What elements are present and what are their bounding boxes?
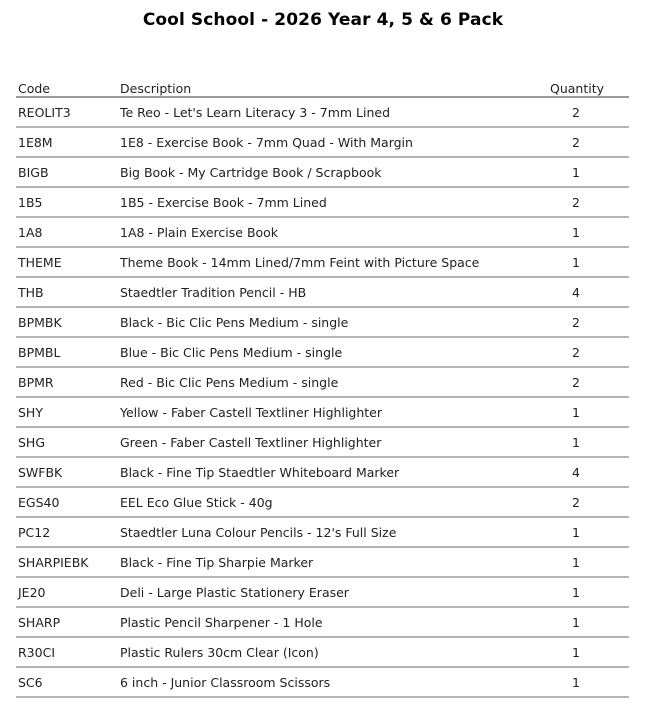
- item-quantity: 2: [523, 337, 629, 367]
- item-description: Staedtler Luna Colour Pencils - 12's Full Size: [118, 517, 523, 547]
- table-row: [16, 487, 629, 517]
- table-row: [16, 547, 629, 577]
- item-quantity: 1: [523, 157, 629, 187]
- item-description: Deli - Large Plastic Stationery Eraser: [118, 577, 523, 607]
- item-quantity: 1: [523, 427, 629, 457]
- item-code: REOLIT3: [16, 97, 118, 127]
- item-description: Black - Fine Tip Sharpie Marker: [118, 547, 523, 577]
- item-code: JE20: [16, 577, 118, 607]
- item-description: EEL Eco Glue Stick - 40g: [118, 487, 523, 517]
- item-description: Red - Bic Clic Pens Medium - single: [118, 367, 523, 397]
- table-row: [16, 457, 629, 487]
- item-quantity: 2: [523, 307, 629, 337]
- item-description: 1A8 - Plain Exercise Book: [118, 217, 523, 247]
- item-description: 1E8 - Exercise Book - 7mm Quad - With Margin: [118, 127, 523, 157]
- table-row: [16, 307, 629, 337]
- item-quantity: 2: [523, 187, 629, 217]
- item-quantity: 2: [523, 367, 629, 397]
- item-quantity: 1: [523, 547, 629, 577]
- item-code: PC12: [16, 517, 118, 547]
- item-quantity: 4: [523, 457, 629, 487]
- item-code: SHARPIEBK: [16, 547, 118, 577]
- item-quantity: 4: [523, 277, 629, 307]
- item-description: Plastic Pencil Sharpener - 1 Hole: [118, 607, 523, 637]
- item-code: 1A8: [16, 217, 118, 247]
- item-description: Staedtler Tradition Pencil - HB: [118, 277, 523, 307]
- item-code: SWFBK: [16, 457, 118, 487]
- item-quantity: 1: [523, 637, 629, 667]
- column-header-code: Code: [16, 77, 118, 97]
- pack-items-table: [16, 77, 629, 698]
- item-quantity: 1: [523, 217, 629, 247]
- item-code: SHY: [16, 397, 118, 427]
- item-quantity: 1: [523, 517, 629, 547]
- table-row: [16, 157, 629, 187]
- item-code: 1E8M: [16, 127, 118, 157]
- item-code: THEME: [16, 247, 118, 277]
- table-row: [16, 367, 629, 397]
- item-code: R30CI: [16, 637, 118, 667]
- column-header-quantity: Quantity: [523, 77, 629, 97]
- page-title: Cool School - 2026 Year 4, 5 & 6 Pack: [142, 10, 504, 30]
- table-row: [16, 97, 629, 127]
- table-row: [16, 127, 629, 157]
- item-description: Te Reo - Let's Learn Literacy 3 - 7mm Lined: [118, 97, 523, 127]
- item-quantity: 2: [523, 97, 629, 127]
- item-description: 6 inch - Junior Classroom Scissors: [118, 667, 523, 697]
- item-code: SHARP: [16, 607, 118, 637]
- table-body: [16, 97, 629, 697]
- table-row: [16, 577, 629, 607]
- item-code: SC6: [16, 667, 118, 697]
- item-code: THB: [16, 277, 118, 307]
- table-row: [16, 337, 629, 367]
- item-description: Big Book - My Cartridge Book / Scrapbook: [118, 157, 523, 187]
- table-row: [16, 637, 629, 667]
- table-row: [16, 277, 629, 307]
- item-code: BIGB: [16, 157, 118, 187]
- table-row: [16, 607, 629, 637]
- item-quantity: 1: [523, 607, 629, 637]
- item-quantity: 1: [523, 247, 629, 277]
- item-description: Black - Fine Tip Staedtler Whiteboard Marker: [118, 457, 523, 487]
- item-code: BPMBL: [16, 337, 118, 367]
- item-quantity: 1: [523, 397, 629, 427]
- item-description: Yellow - Faber Castell Textliner Highlighter: [118, 397, 523, 427]
- item-description: Black - Bic Clic Pens Medium - single: [118, 307, 523, 337]
- table-row: [16, 427, 629, 457]
- item-quantity: 2: [523, 487, 629, 517]
- item-code: 1B5: [16, 187, 118, 217]
- item-description: Blue - Bic Clic Pens Medium - single: [118, 337, 523, 367]
- item-description: Green - Faber Castell Textliner Highlighter: [118, 427, 523, 457]
- item-code: BPMBK: [16, 307, 118, 337]
- item-code: BPMR: [16, 367, 118, 397]
- item-description: Plastic Rulers 30cm Clear (Icon): [118, 637, 523, 667]
- item-description: Theme Book - 14mm Lined/7mm Feint with Picture Space: [118, 247, 523, 277]
- table-row: [16, 517, 629, 547]
- item-quantity: 2: [523, 127, 629, 157]
- column-header-description: Description: [118, 77, 523, 97]
- table-row: [16, 187, 629, 217]
- table-row: [16, 247, 629, 277]
- item-description: 1B5 - Exercise Book - 7mm Lined: [118, 187, 523, 217]
- table-row: [16, 217, 629, 247]
- item-quantity: 1: [523, 577, 629, 607]
- table-row: [16, 397, 629, 427]
- item-quantity: 1: [523, 667, 629, 697]
- table-row: [16, 667, 629, 697]
- table-header: [16, 77, 629, 97]
- item-code: SHG: [16, 427, 118, 457]
- table-header-row: [16, 77, 629, 97]
- item-code: EGS40: [16, 487, 118, 517]
